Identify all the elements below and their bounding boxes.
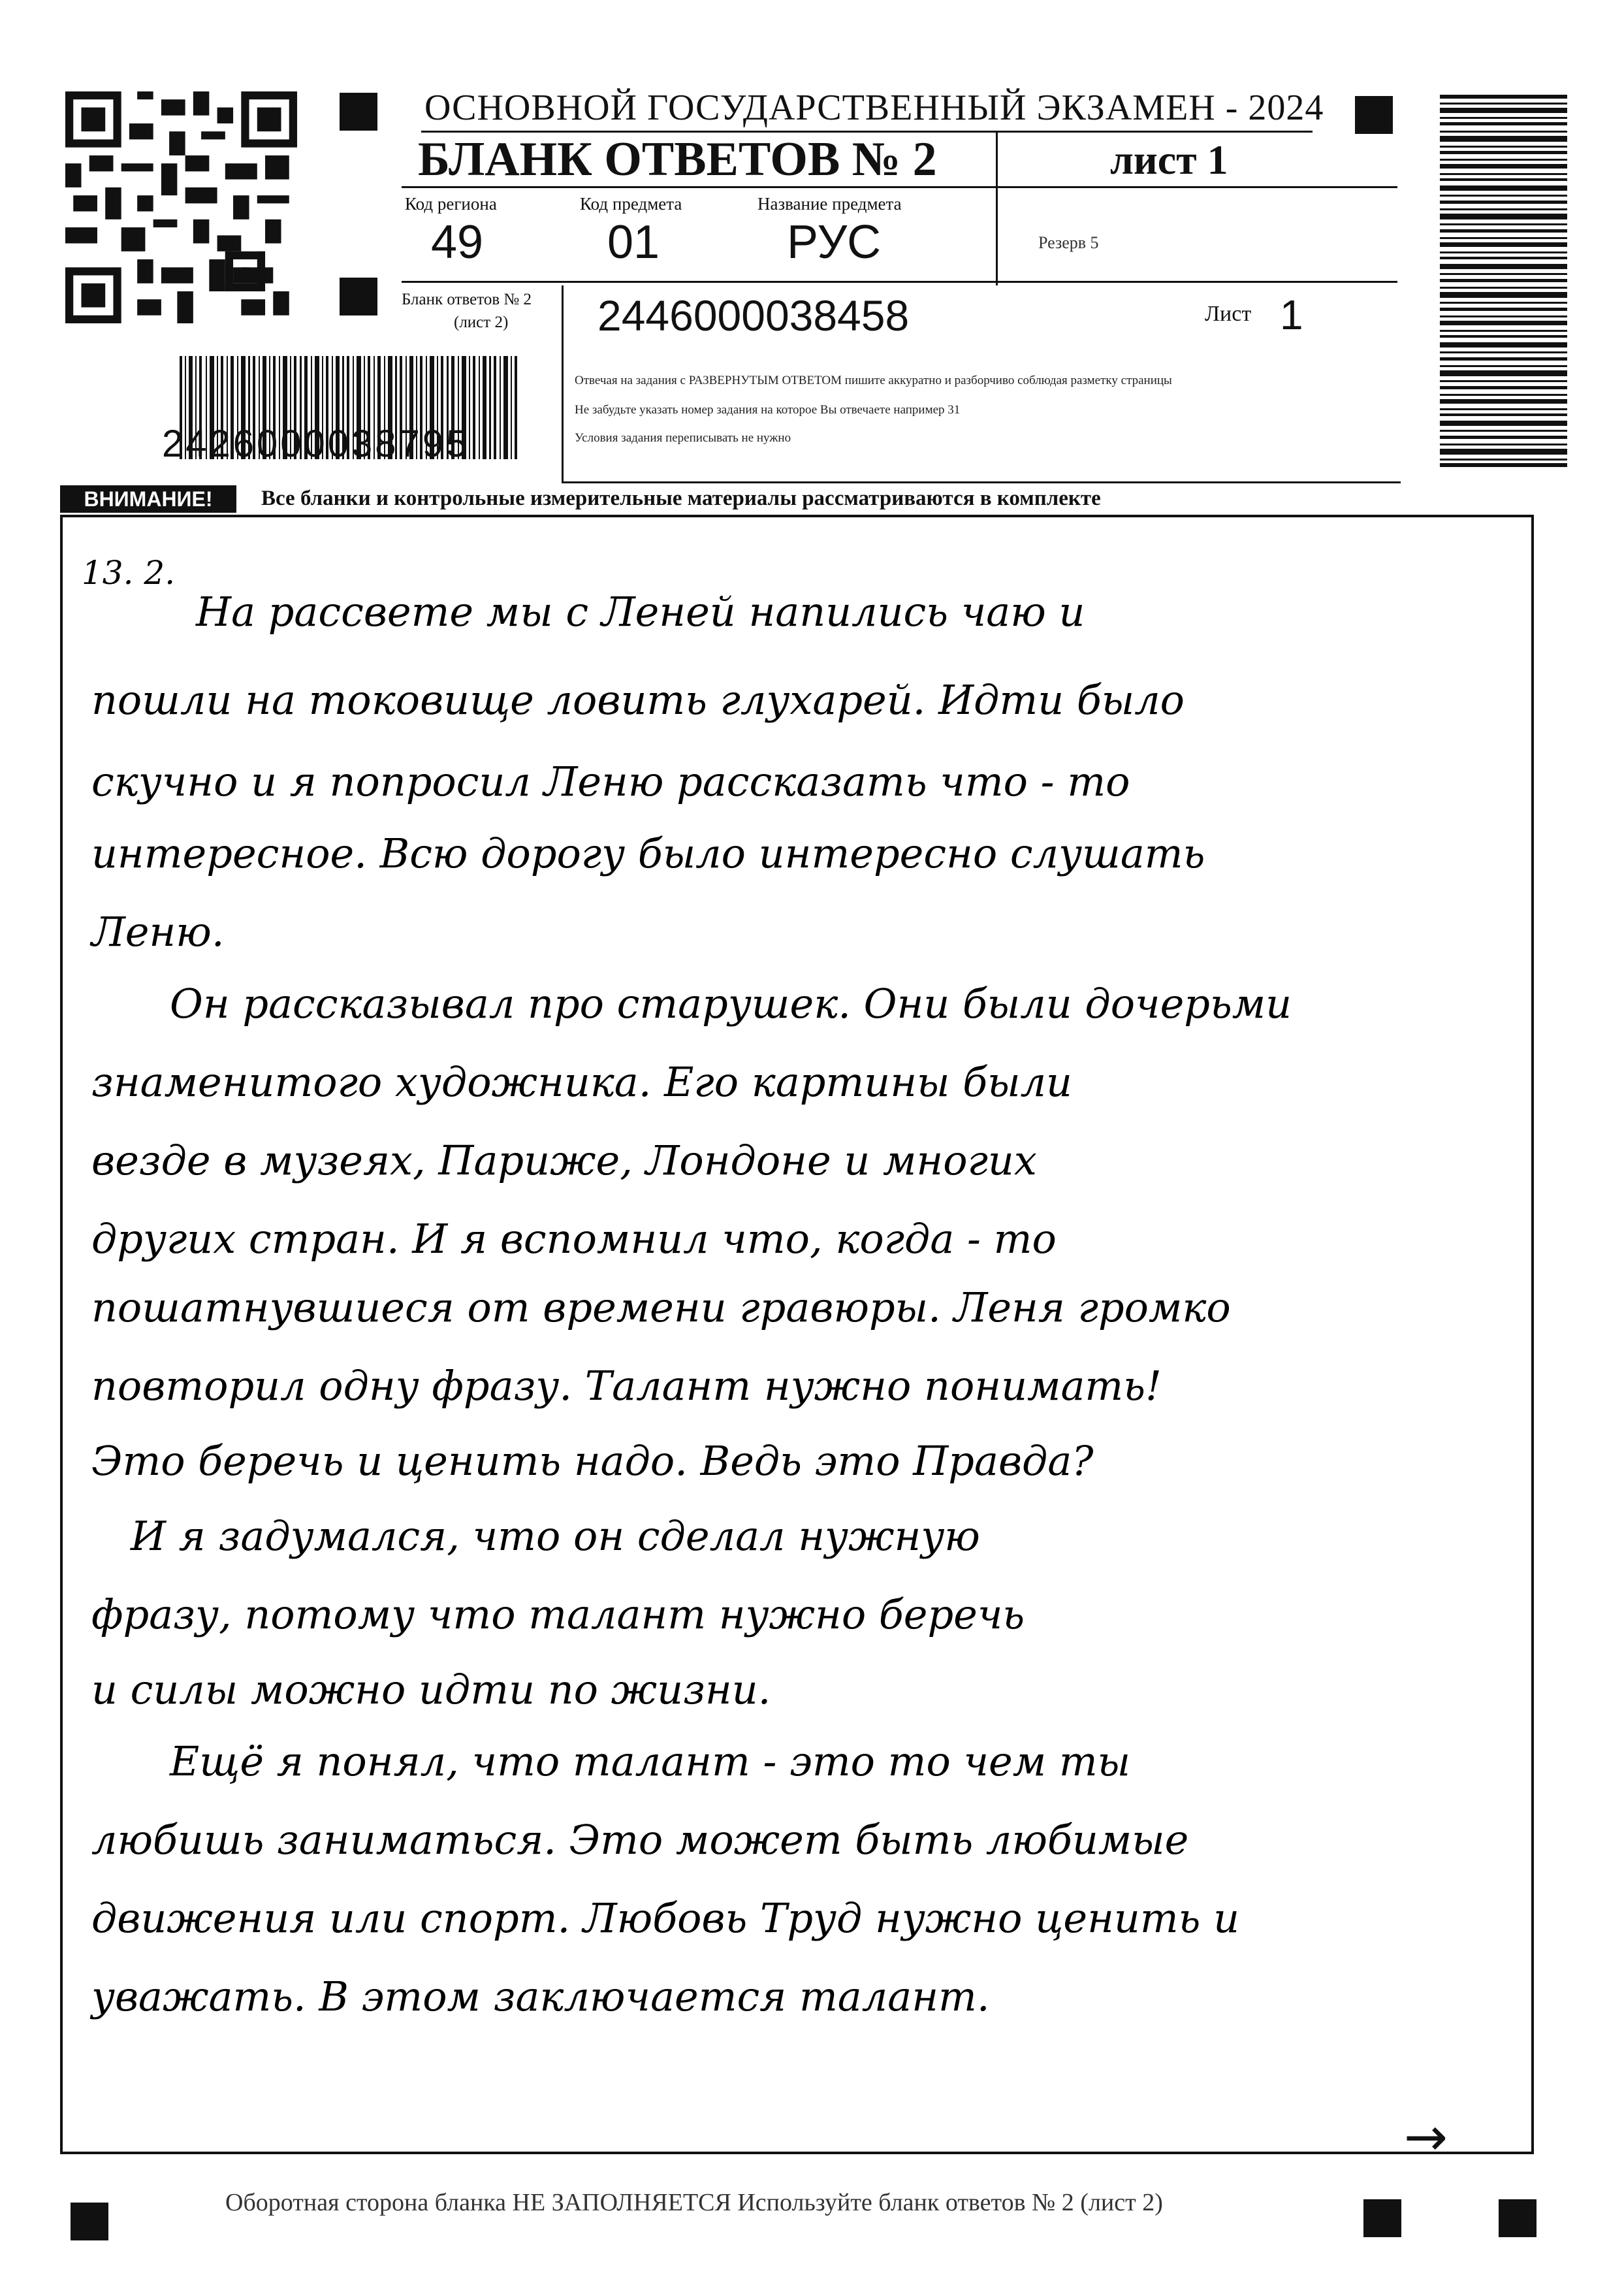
header-divider	[996, 132, 998, 285]
answer-line: На рассвете мы с Леней напились чаю и	[196, 588, 1085, 636]
blank-number: 2446000038458	[597, 291, 910, 340]
blank2-label-line2: (лист 2)	[454, 314, 509, 331]
registration-mark	[1363, 2199, 1401, 2237]
sheet-label: лист 1	[1110, 137, 1228, 183]
answer-line: везде в музеях, Париже, Лондоне и многих	[91, 1137, 1037, 1184]
instruction-line: Отвечая на задания с РАЗВЕРНУТЫМ ОТВЕТОМ пишите аккуратно и разборчиво соблюдая разметку страницы	[575, 374, 1172, 387]
region-value: 49	[431, 216, 484, 268]
reserve-label: Резерв 5	[1038, 233, 1099, 252]
barcode-number: 2426000038795	[162, 423, 470, 465]
exam-title: ОСНОВНОЙ ГОСУДАРСТВЕННЫЙ ЭКЗАМЕН - 2024	[424, 88, 1324, 128]
list-value: 1	[1280, 291, 1303, 338]
answer-line: знаменитого художника. Его картины были	[91, 1058, 1072, 1106]
form-title: БЛАНК ОТВЕТОВ № 2	[418, 133, 937, 186]
registration-mark	[71, 2203, 108, 2240]
answer-line: Он рассказывал про старушек. Они были дочерьми	[170, 980, 1292, 1027]
vertical-barcode	[1440, 95, 1567, 467]
answer-line: любишь заниматься. Это может быть любимые	[91, 1816, 1189, 1864]
answer-line: уважать. В этом заключается талант.	[91, 1973, 990, 2020]
registration-mark	[340, 93, 377, 131]
answer-line: повторил одну фразу. Талант нужно понимать!	[91, 1362, 1162, 1410]
answer-line: пошли на токовище ловить глухарей. Идти было	[91, 676, 1185, 724]
answer-line: Это беречь и ценить надо. Ведь это Правда?	[91, 1437, 1094, 1485]
answer-line: Ещё я понял, что талант - это то чем ты	[170, 1737, 1131, 1785]
subject-name-value: РУС	[787, 216, 882, 268]
answer-line: фразу, потому что талант нужно беречь	[91, 1591, 1025, 1638]
registration-mark	[1355, 96, 1393, 134]
answer-line: пошатнувшиеся от времени гравюры. Леня громко	[91, 1284, 1231, 1331]
answer-line: И я задумался, что он сделал нужную	[131, 1512, 980, 1560]
registration-mark	[1499, 2199, 1536, 2237]
header-rule	[402, 281, 1397, 283]
answer-line: и силы можно идти по жизни.	[91, 1666, 771, 1713]
registration-mark	[340, 278, 377, 315]
header-rule	[402, 186, 1397, 188]
answer-line: интересное. Всю дорогу было интересно слушать	[91, 830, 1205, 877]
subject-code-value: 01	[607, 216, 660, 268]
instruction-line: Условия задания переписывать не нужно	[575, 431, 791, 445]
footer-text: Оборотная сторона бланка НЕ ЗАПОЛНЯЕТСЯ Используйте бланк ответов № 2 (лист 2)	[225, 2189, 1163, 2216]
list-label: Лист	[1205, 302, 1252, 326]
header-divider	[562, 285, 564, 481]
qr-code	[65, 91, 297, 323]
instruction-line: Не забудьте указать номер задания на которое Вы отвечаете например 31	[575, 403, 961, 417]
blank2-label-line1: Бланк ответов № 2	[402, 291, 532, 308]
header-rule	[562, 481, 1401, 483]
subject-code-label: Код предмета	[580, 194, 682, 214]
attention-badge: ВНИМАНИЕ!	[60, 485, 236, 513]
question-number: 13. 2.	[82, 554, 176, 592]
answer-line: движения или спорт. Любовь Труд нужно ценить и	[91, 1894, 1240, 1942]
answer-line: других стран. И я вспомнил что, когда - то	[91, 1215, 1057, 1263]
continue-arrow-icon: →	[1404, 2107, 1448, 2167]
answer-line: Леню.	[91, 908, 225, 956]
region-label: Код региона	[405, 194, 497, 214]
attention-text: Все бланки и контрольные измерительные материалы рассматриваются в комплекте	[261, 487, 1101, 510]
subject-name-label: Название предмета	[757, 194, 902, 214]
answer-line: скучно и я попросил Леню рассказать что - то	[91, 758, 1130, 805]
